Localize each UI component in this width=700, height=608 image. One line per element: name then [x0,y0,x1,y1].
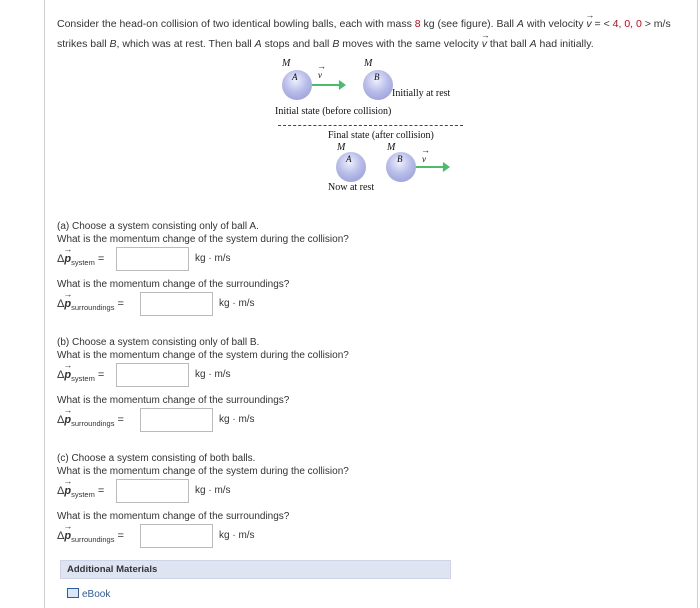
part-c-surroundings-input[interactable] [140,524,213,548]
intro-text: Consider the head-on collision of two identical bowling balls, each with mass [57,18,415,30]
ball-b-ref: B [332,38,340,50]
ball-a-ref: A [254,38,262,50]
part-a-heading: (a) Choose a system consisting only of ball A. [57,221,259,232]
part-b-question-surroundings: What is the momentum change of the surroundings? [57,395,290,406]
part-a-surroundings-input[interactable] [140,292,213,316]
intro-text: had initially. [536,38,594,50]
ebook-label: eBook [82,589,111,600]
part-a-question-system: What is the momentum change of the system during the collision? [57,234,349,245]
ball-a-ref: A [529,38,537,50]
ball-b-ref: B [109,38,117,50]
part-c-heading: (c) Choose a system consisting of both balls. [57,453,256,464]
ball-b-label: B [397,154,403,164]
additional-materials-title: Additional Materials [67,564,158,575]
initially-at-rest-label: Initially at rest [392,88,451,99]
intro-text: that ball [486,38,530,50]
part-a-system-input[interactable] [116,247,189,271]
mass-value: 8 [414,18,421,30]
velocity-label: → v [318,70,322,80]
mass-label-a-final: M [337,142,346,153]
intro-text: = < [591,18,613,30]
velocity-arrow-icon [416,166,444,168]
state-divider [278,125,463,126]
final-state-label: Final state (after collision) [328,130,434,141]
ebook-link[interactable] [67,588,110,600]
mass-label-b: M [364,58,373,69]
part-b-prompt [57,336,349,362]
ball-b-label: B [374,72,380,82]
part-a-prompt [57,220,349,246]
mass-label-b-final: M [387,142,396,153]
problem-statement [57,14,689,54]
part-b-question-system: What is the momentum change of the system during the collision? [57,350,349,361]
velocity-vector-symbol: → v [586,14,591,34]
now-at-rest-label: Now at rest [328,182,375,193]
part-c-system-input[interactable] [116,479,189,503]
initial-state-label: Initial state (before collision) [275,106,392,117]
delta-p-system-label: $\Delta\to p_{system}$ = [57,369,104,383]
part-c-question-system: What is the momentum change of the system during the collision? [57,466,349,477]
ball-a-ref: A [516,18,524,30]
part-c-question-surroundings: What is the momentum change of the surroundings? [57,511,290,522]
velocity-value: 4, 0, 0 [612,18,642,30]
delta-p-surroundings-label: $\Delta\to p_{surroundings}$ = [57,414,124,428]
unit-label: kg · m/s [219,298,255,309]
intro-text: stops and ball [261,38,333,50]
part-c-prompt [57,452,349,478]
unit-label: kg · m/s [195,253,231,264]
collision-figure [270,56,470,196]
unit-label: kg · m/s [195,369,231,380]
intro-text: , which was at rest. Then ball [116,38,255,50]
unit-label: kg · m/s [219,414,255,425]
ball-a-label: A [292,72,298,82]
part-a-question-surroundings: What is the momentum change of the surroundings? [57,279,290,290]
delta-p-system-label: $\Delta\to p_{system}$ = [57,485,104,499]
intro-text: > m/s strikes ball [57,18,671,50]
intro-text: moves with the same velocity [339,38,482,50]
intro-text: kg (see figure). Ball [420,18,517,30]
velocity-label: → v [422,154,426,164]
delta-p-system-label: $\Delta\to p_{system}$ = [57,253,104,267]
part-b-heading: (b) Choose a system consisting only of ball B. [57,337,260,348]
part-b-surroundings-input[interactable] [140,408,213,432]
book-icon [67,588,79,598]
mass-label-a: M [282,58,291,69]
unit-label: kg · m/s [195,485,231,496]
velocity-vector-symbol: → v [482,34,487,54]
delta-p-surroundings-label: $\Delta\to p_{surroundings}$ = [57,530,124,544]
part-b-system-input[interactable] [116,363,189,387]
velocity-arrow-icon [312,84,340,86]
unit-label: kg · m/s [219,530,255,541]
ball-a-label: A [346,154,352,164]
additional-materials-header [60,560,451,579]
intro-text: with velocity [523,18,587,30]
delta-p-surroundings-label: $\Delta\to p_{surroundings}$ = [57,298,124,312]
